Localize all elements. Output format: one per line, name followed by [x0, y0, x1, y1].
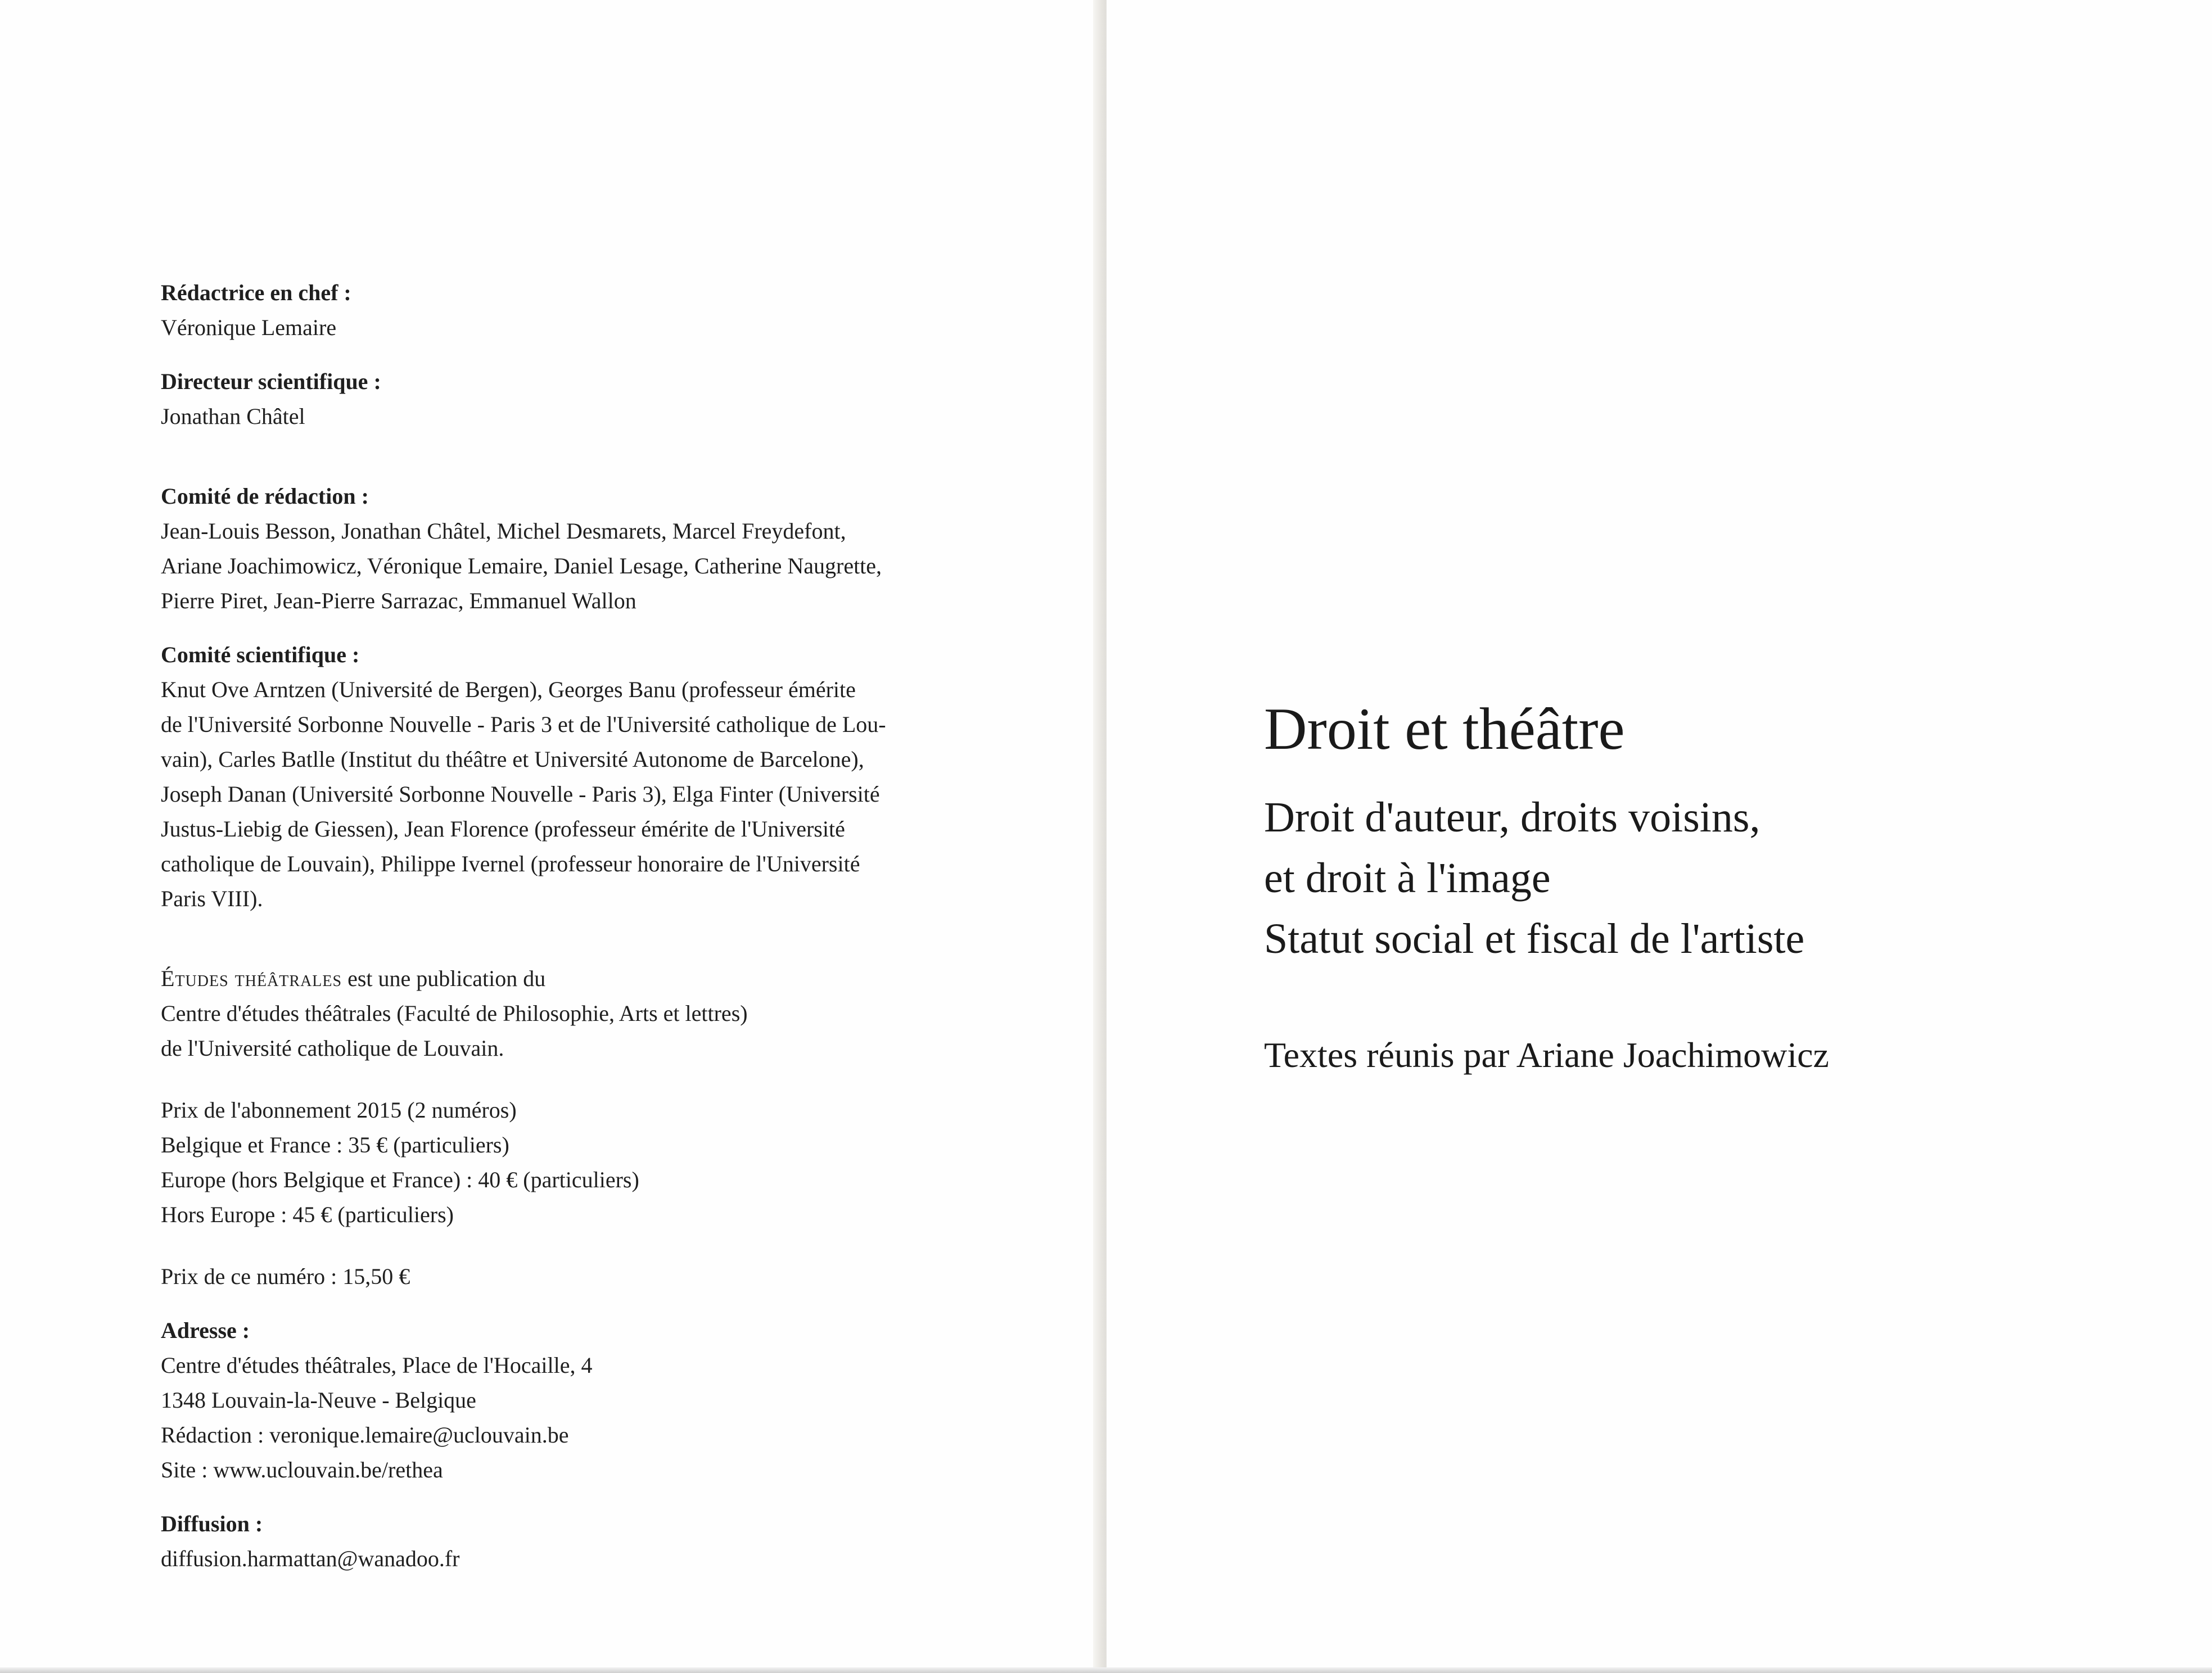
publication-section: [161, 961, 1004, 1066]
address-line: 1348 Louvain-la-Neuve - Belgique: [161, 1387, 476, 1413]
editorial-committee-line: Jean-Louis Besson, Jonathan Châtel, Michel Desmarets, Marcel Freydefont,: [161, 518, 846, 544]
address-section: [161, 1313, 1004, 1487]
book-subtitle: [1264, 787, 2164, 969]
distribution-section: [161, 1507, 1004, 1576]
book-title: Droit et théâtre: [1264, 696, 1625, 762]
issue-price-section: [161, 1259, 1004, 1294]
journal-name: Études théâtrales: [161, 966, 342, 991]
subtitle-line: Statut social et fiscal de l'artiste: [1264, 915, 1805, 962]
scientific-committee-line: Paris VIII).: [161, 886, 263, 911]
scientific-director-label: Directeur scientifique :: [161, 369, 381, 394]
scientific-committee-line: de l'Université Sorbonne Nouvelle - Paris 3 et de l'Université catholique de Lou-: [161, 712, 886, 737]
scientific-committee-line: Joseph Danan (Université Sorbonne Nouvelle - Paris 3), Elga Finter (Université: [161, 781, 880, 807]
website: Site : www.uclouvain.be/rethea: [161, 1457, 443, 1482]
subtitle-line: Droit d'auteur, droits voisins,: [1264, 794, 1760, 841]
editor-in-chief-name: Véronique Lemaire: [161, 315, 337, 340]
page-bottom-edge: [0, 1667, 2212, 1673]
subscription-line: Hors Europe : 45 € (particuliers): [161, 1202, 454, 1227]
address-line: Centre d'études théâtrales, Place de l'Hocaille, 4: [161, 1353, 593, 1378]
editorial-committee-label: Comité de rédaction :: [161, 483, 369, 509]
scientific-committee-label: Comité scientifique :: [161, 642, 360, 667]
subtitle-line: et droit à l'image: [1264, 854, 1551, 902]
editor-in-chief-label: Rédactrice en chef :: [161, 280, 351, 305]
editorial-committee-section: [161, 479, 1004, 618]
subscription-line: Europe (hors Belgique et France) : 40 € (particuliers): [161, 1167, 639, 1192]
subscription-section: [161, 1093, 1004, 1232]
publication-line: est une publication du: [347, 966, 546, 991]
editorial-committee-line: Pierre Piret, Jean-Pierre Sarrazac, Emmanuel Wallon: [161, 588, 636, 613]
editors-credit: Textes réunis par Ariane Joachimowicz: [1264, 1035, 1829, 1075]
distribution-label: Diffusion :: [161, 1511, 263, 1536]
subscription-line: Prix de l'abonnement 2015 (2 numéros): [161, 1097, 517, 1123]
editor-in-chief-section: [161, 275, 1004, 345]
left-page: [0, 0, 1101, 1673]
editorial-email: Rédaction : veronique.lemaire@uclouvain.be: [161, 1422, 569, 1448]
scientific-committee-line: Justus-Liebig de Giessen), Jean Florence (professeur émérite de l'Université: [161, 816, 845, 842]
publication-line: de l'Université catholique de Louvain.: [161, 1036, 504, 1061]
title-page-block: [1264, 693, 2164, 1080]
publication-line-first: [161, 961, 1004, 996]
distribution-email: diffusion.harmattan@wanadoo.fr: [161, 1546, 460, 1571]
scientific-director-section: [161, 364, 1004, 434]
publication-line: Centre d'études théâtrales (Faculté de Philosophie, Arts et lettres): [161, 1001, 748, 1026]
scientific-committee-section: [161, 637, 1004, 916]
scientific-committee-line: vain), Carles Batlle (Institut du théâtre et Université Autonome de Barcelone),: [161, 747, 864, 772]
scientific-committee-line: Knut Ove Arntzen (Université de Bergen), Georges Banu (professeur émérite: [161, 677, 856, 702]
scientific-director-name: Jonathan Châtel: [161, 404, 305, 429]
colophon: [161, 275, 1004, 1576]
scientific-committee-line: catholique de Louvain), Philippe Ivernel (professeur honoraire de l'Université: [161, 851, 860, 876]
issue-price: Prix de ce numéro : 15,50 €: [161, 1264, 410, 1289]
address-label: Adresse :: [161, 1318, 250, 1343]
subscription-line: Belgique et France : 35 € (particuliers): [161, 1132, 509, 1157]
editorial-committee-line: Ariane Joachimowicz, Véronique Lemaire, Daniel Lesage, Catherine Naugrette,: [161, 553, 882, 578]
